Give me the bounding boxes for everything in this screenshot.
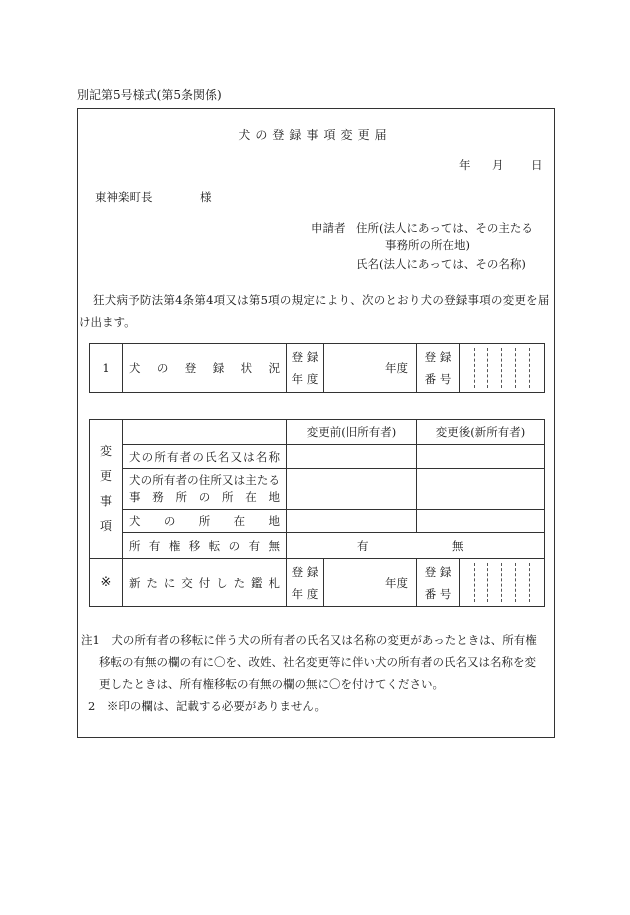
digit-divider: [529, 563, 530, 602]
digit-divider: [501, 563, 502, 602]
registration-year-field[interactable]: 年度: [324, 344, 417, 393]
registration-status-label: 犬の登録状況: [123, 344, 287, 393]
note-2: 2 ※印の欄は、記載する必要がありません。: [88, 699, 327, 713]
dog-location-after-field[interactable]: [417, 510, 545, 533]
tag-number-label: 登 録 番 号: [417, 559, 460, 607]
column-header-after: 変更後(新所有者): [417, 420, 545, 445]
applicant-label: 申請者: [311, 221, 346, 235]
digit-divider: [487, 348, 488, 388]
address-label-continued: 事務所の所在地): [385, 238, 470, 252]
body-text-line-1: 狂犬病予防法第4条第4項又は第5項の規定により、次のとおり犬の登録事項の変更を届: [93, 293, 550, 307]
digit-divider: [474, 563, 475, 602]
owner-address-after-field[interactable]: [417, 469, 545, 510]
digit-divider: [501, 348, 502, 388]
ownership-transfer-choice[interactable]: [287, 533, 545, 559]
note-1-line-2: 移転の有無の欄の有に〇を、改姓、社名変更等に伴い犬の所有者の氏名又は名称を変: [99, 655, 536, 669]
column-header-before: 変更前(旧所有者): [287, 420, 417, 445]
transfer-yes-option[interactable]: 有: [357, 539, 369, 553]
body-text-line-2: け出ます。: [79, 315, 136, 329]
addressee: 東神楽町長: [95, 190, 153, 204]
owner-address-before-field[interactable]: [287, 469, 417, 510]
tag-year-label: 登 録 年 度: [287, 559, 324, 607]
honorific: 様: [200, 190, 212, 204]
new-tag-label: 新たに交付した鑑札: [123, 559, 287, 607]
form-label: 別記第5号様式(第5条関係): [77, 88, 222, 102]
note-1-line-3: 更したときは、所有権移転の有無の欄の無に〇を付けてください。: [99, 677, 444, 691]
date-month-label: 月: [492, 158, 504, 172]
digit-divider: [529, 348, 530, 388]
office-use-mark: ※: [90, 559, 123, 607]
digit-divider: [515, 563, 516, 602]
notes-section: [81, 629, 537, 717]
owner-name-before-field[interactable]: [287, 445, 417, 469]
tag-year-field[interactable]: 年度: [324, 559, 417, 607]
owner-name-after-field[interactable]: [417, 445, 545, 469]
digit-divider: [515, 348, 516, 388]
registration-number-label: 登 録 番 号: [417, 344, 460, 393]
digit-divider: [474, 348, 475, 388]
tag-number-field[interactable]: [460, 559, 545, 607]
form-title: 犬の登録事項変更届: [238, 128, 392, 142]
row-number: 1: [90, 344, 123, 393]
registration-number-field[interactable]: [460, 344, 545, 393]
registration-status-table: [89, 343, 545, 393]
owner-name-label: 犬の所有者の氏名又は名称: [123, 445, 287, 469]
transfer-no-option[interactable]: 無: [452, 539, 464, 553]
change-items-table: [89, 419, 545, 607]
digit-divider: [487, 563, 488, 602]
change-items-side-label: 変 更 事 項: [90, 420, 123, 559]
header-blank-cell: [123, 420, 287, 445]
date-day-label: 日: [531, 158, 543, 172]
registration-year-label: 登 録 年 度: [287, 344, 324, 393]
note-1-line-1: 注1 犬の所有者の移転に伴う犬の所有者の氏名又は名称の変更があったときは、所有権: [81, 633, 537, 647]
name-label: 氏名(法人にあっては、その名称): [356, 257, 526, 271]
address-label: 住所(法人にあっては、その主たる: [356, 221, 533, 235]
dog-location-before-field[interactable]: [287, 510, 417, 533]
ownership-transfer-label: 所有権移転の有無: [123, 533, 287, 559]
date-year-label: 年: [459, 158, 471, 172]
dog-location-label: 犬の所在地: [123, 510, 287, 533]
owner-address-label: 犬の所有者の住所又は主たる事務所の所在地: [123, 469, 287, 510]
